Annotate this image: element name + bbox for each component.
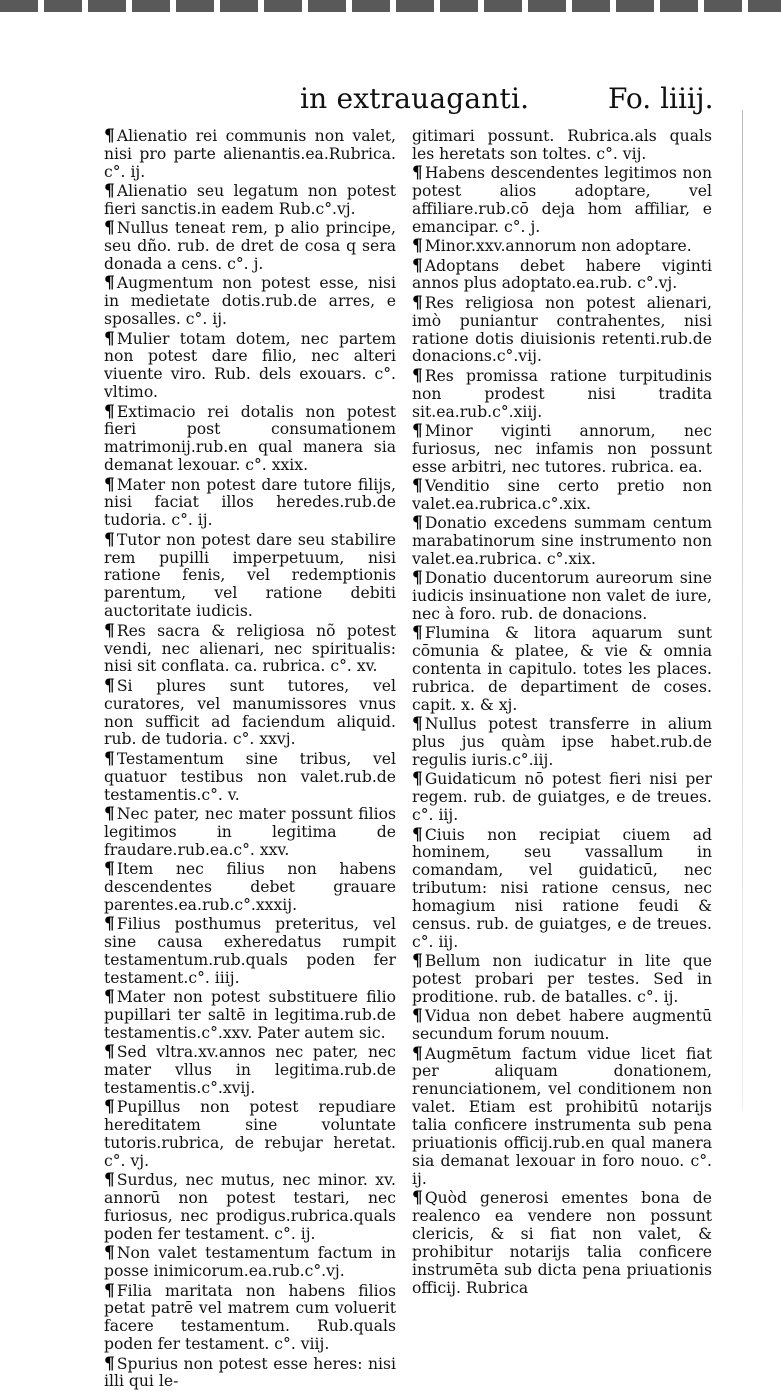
gutter-shadow [742, 110, 743, 1110]
text-entry [412, 716, 712, 770]
text-entry [104, 275, 396, 329]
pilcrow-icon: ¶ [104, 1042, 115, 1063]
pilcrow-icon: ¶ [104, 1170, 115, 1191]
pilcrow-icon: ¶ [412, 513, 423, 534]
text-entry [412, 625, 712, 715]
pilcrow-icon: ¶ [412, 420, 423, 441]
text-entry [412, 292, 712, 367]
pilcrow-icon: ¶ [104, 273, 115, 294]
entry-text: Habens descendentes legitimos non potest alios adoptare, vel affiliare.rub.cō deja hom affiliar, e emancipar. c°. j. [412, 164, 712, 236]
entry-text: Flumina & litora aquarum sunt cōmunia & platee, & vie & omnia contenta in capitulo. totes les places. rubrica. de departiment de coses. capit. x. & xj. [412, 624, 712, 714]
text-entry [412, 515, 712, 569]
entry-text: Spurius non potest esse heres: nisi illi qui le- [104, 1354, 396, 1391]
pilcrow-icon: ¶ [104, 1243, 115, 1264]
text-entry [104, 803, 396, 860]
pilcrow-icon: ¶ [412, 1043, 423, 1064]
pilcrow-icon: ¶ [104, 474, 115, 495]
pilcrow-icon: ¶ [104, 803, 115, 824]
entry-text: Minor viginti annorum, nec furiosus, nec infamis non possunt esse arbitri, nec tutores. rubrica. ea. [412, 421, 712, 476]
folio-number: Fo. liiij. [608, 82, 714, 115]
entry-text: Augmētum factum vidue licet fiat per aliquam donationem, renunciationem, vel conditionem non valet. Etiam est prohibitū notarijs talia conficere instrumenta sub pena priuationis officij.rub.en qual manera sia demanat lexouar in foro nouo. c°. ij. [412, 1044, 712, 1188]
entry-text: Sed vltra.xv.annos nec pater, nec mater vllus in legitima.rub.de testamentis.c°.xvij. [104, 1043, 396, 1097]
entry-text: gitimari possunt. Rubrica.als quals les heretats son toltes. c°. vij. [412, 127, 712, 163]
pilcrow-icon: ¶ [104, 914, 115, 935]
pilcrow-icon: ¶ [412, 163, 423, 184]
pilcrow-icon: ¶ [412, 623, 423, 644]
left-column [104, 128, 396, 1393]
entry-text: Vidua non debet habere augmentū secundum forum nouum. [412, 1007, 712, 1044]
text-entry [104, 675, 396, 750]
text-entry [104, 1245, 396, 1281]
entry-text: Nullus potest transferre in alium plus jus quàm ipse habet.rub.de regulis iuris.c°.iij. [412, 715, 712, 770]
entry-text: Ciuis non recipiat ciuem ad hominem, seu vassallum in comandam, vel guidaticū, nec tributum: nisi ratione census, nec homagium nisi ratione feudi & census. rub. de guiatges, e de treues. c°. iij. [412, 825, 712, 951]
entry-text: Extimacio rei dotalis non potest fieri post consumationem matrimonij.rub.en qual manera sia demanat lexouar. c°. xxix. [104, 402, 396, 475]
pilcrow-icon: ¶ [412, 714, 423, 735]
pilcrow-icon: ¶ [104, 987, 115, 1008]
entry-text: Testamentum sine tribus, vel quatuor testibus non valet.rub.de testamentis.c°. v. [104, 749, 396, 804]
pilcrow-icon: ¶ [104, 1353, 115, 1374]
text-entry [412, 255, 712, 294]
pilcrow-icon: ¶ [412, 365, 423, 386]
entry-text: Donatio ducentorum aureorum sine iudicis insinuatione non valet de iure, nec à foro. rub. de donacions. [412, 569, 712, 624]
text-entry [412, 824, 712, 952]
text-entry [412, 420, 712, 477]
entry-text: Augmentum non potest esse, nisi in medietate dotis.rub.de arres, e sposalles. c°. ij. [104, 274, 396, 329]
entry-text: Filius posthumus preteritus, vel sine causa exheredatus rumpit testamentum.rub.quals poden fer testament.c°. iiij. [104, 915, 396, 987]
entry-text: Donatio excedens summam centum marabatinorum sine instrumento non valet.ea.rubrica. c°.xix. [412, 514, 712, 568]
text-entry [104, 1099, 396, 1171]
pilcrow-icon: ¶ [412, 1188, 423, 1209]
pilcrow-icon: ¶ [104, 529, 115, 550]
pilcrow-icon: ¶ [104, 181, 115, 202]
text-entry [412, 365, 712, 422]
text-entry [412, 238, 712, 256]
text-entry [104, 748, 396, 805]
entry-text: Res religiosa non potest alienari, imò puniantur contrahentes, nisi ratione dotis diuisionis retenti.rub.de donacions.c°.vij. [412, 293, 712, 366]
entry-text: Item nec filius non habens descendentes debet grauare parentes.ea.rub.c°.xxxij. [104, 859, 396, 914]
text-entry [104, 474, 396, 531]
entry-text: Minor.xxv.annorum non adoptare. [424, 237, 692, 256]
entry-text: Tutor non potest dare seu stabilire rem pupilli imperpetuum, nisi ratione fenis, vel redemptionis parentum, vel ratione debiti auctoritate iudicis. [104, 530, 396, 621]
pilcrow-icon: ¶ [412, 255, 423, 276]
pilcrow-icon: ¶ [412, 824, 423, 845]
entry-text: Non valet testamentum factum in posse inimicorum.ea.rub.c°.vj. [104, 1244, 396, 1281]
text-entry [104, 1172, 396, 1244]
pilcrow-icon: ¶ [104, 401, 115, 422]
pilcrow-icon: ¶ [104, 748, 115, 769]
right-column [412, 128, 712, 1299]
pilcrow-icon: ¶ [104, 218, 115, 239]
entry-text: Mater non potest dare tutore filijs, nisi faciat illos heredes.rub.de tudoria. c°. ij. [104, 475, 396, 530]
text-entry [104, 858, 396, 915]
text-entry [104, 183, 396, 219]
text-entry [412, 953, 712, 1007]
pilcrow-icon: ¶ [104, 620, 115, 641]
text-entry [104, 916, 396, 988]
entry-text: Adoptans debet habere viginti annos plus adoptato.ea.rub. c°.vj. [412, 256, 712, 293]
entry-text: Surdus, nec mutus, nec minor. xv. annorū non potest testari, nec furiosus, nec prodigus.rubrica.quals poden fer testament. c°. ij. [104, 1171, 396, 1244]
pilcrow-icon: ¶ [104, 328, 115, 349]
text-entry [412, 165, 712, 237]
text-entry [412, 128, 712, 164]
entry-text: Res promissa ratione turpitudinis non prodest nisi tradita sit.ea.rub.c°.xiij. [412, 366, 712, 421]
text-entry [104, 529, 396, 622]
running-head: in extrauaganti. [300, 82, 530, 115]
text-entry [412, 771, 712, 825]
text-entry [412, 1043, 712, 1189]
text-entry [412, 475, 712, 514]
text-entry [104, 328, 396, 403]
pilcrow-icon: ¶ [104, 1280, 115, 1301]
text-entry [104, 220, 396, 274]
entry-text: Mater non potest substituere filio pupillari ter saltē in legitima.rub.de testamentis.c°.xxv. Pater autem sic. [104, 988, 396, 1042]
pilcrow-icon: ¶ [412, 568, 423, 589]
text-entry [412, 1190, 712, 1297]
pilcrow-icon: ¶ [104, 675, 115, 696]
text-entry [104, 989, 396, 1043]
text-entry [104, 1353, 396, 1392]
entry-text: Quòd generosi ementes bona de realenco ea vendere non possunt clericis, & si fiat non valet, & prohibitur notarijs talia conficere instrumēta sub dicta pena priuationis officij. Rubrica [412, 1189, 712, 1297]
entry-text: Filia maritata non habens filios petat patrē vel matrem cum voluerit facere testamentum. Rub.quals poden fer testament. c°. viij. [104, 1281, 396, 1354]
entry-text: Mulier totam dotem, nec partem non potest dare filio, nec alteri viuente viro. Rub. dels exouars. c°. vltimo. [104, 329, 396, 402]
pilcrow-icon: ¶ [412, 236, 423, 257]
entry-text: Res sacra & religiosa nõ potest vendi, nec alienari, nec spiritualis: nisi sit conflata. ca. rubrica. c°. xv. [104, 621, 396, 676]
text-entry [104, 1280, 396, 1355]
entry-text: Bellum non iudicatur in lite que potest probari per testes. Sed in proditione. rub. de batalles. c°. ij. [412, 952, 712, 1007]
pilcrow-icon: ¶ [104, 858, 115, 879]
text-entry [104, 1044, 396, 1098]
pilcrow-icon: ¶ [412, 475, 423, 496]
text-entry [104, 620, 396, 677]
entry-text: Pupillus non potest repudiare hereditatem sine voluntate tutoris.rubrica, de rebujar heretat. c°. vj. [104, 1098, 396, 1170]
pilcrow-icon: ¶ [412, 292, 423, 313]
entry-text: Si plures sunt tutores, vel curatores, vel manumissores vnus non sufficit ad faciendum aliquid. rub. de tudoria. c°. xxvj. [104, 676, 396, 749]
pilcrow-icon: ¶ [104, 1097, 115, 1118]
entry-text: Nullus teneat rem, p alio principe, seu dño. rub. de dret de cosa q sera donada a cens. c°. j. [104, 219, 396, 274]
entry-text: Venditio sine certo pretio non valet.ea.rubrica.c°.xix. [412, 476, 712, 513]
text-entry [412, 1008, 712, 1044]
text-entry [104, 401, 396, 476]
pilcrow-icon: ¶ [104, 126, 115, 146]
pilcrow-icon: ¶ [412, 1006, 423, 1027]
text-entry [412, 570, 712, 624]
entry-text: Guidaticum nō potest fieri nisi per regem. rub. de guiatges, e de treues. c°. iij. [412, 770, 712, 825]
pilcrow-icon: ¶ [412, 951, 423, 972]
pilcrow-icon: ¶ [412, 769, 423, 790]
entry-text: Alienatio seu legatum non potest fieri sanctis.in eadem Rub.c°.vj. [104, 182, 396, 219]
page-top-border [0, 0, 781, 12]
text-entry [104, 128, 396, 182]
entry-text: Nec pater, nec mater possunt filios legitimos in legitima de fraudare.rub.ea.c°. xxv. [104, 804, 396, 859]
entry-text: Alienatio rei communis non valet, nisi pro parte alienantis.ea.Rubrica. c°. ij. [104, 127, 396, 181]
